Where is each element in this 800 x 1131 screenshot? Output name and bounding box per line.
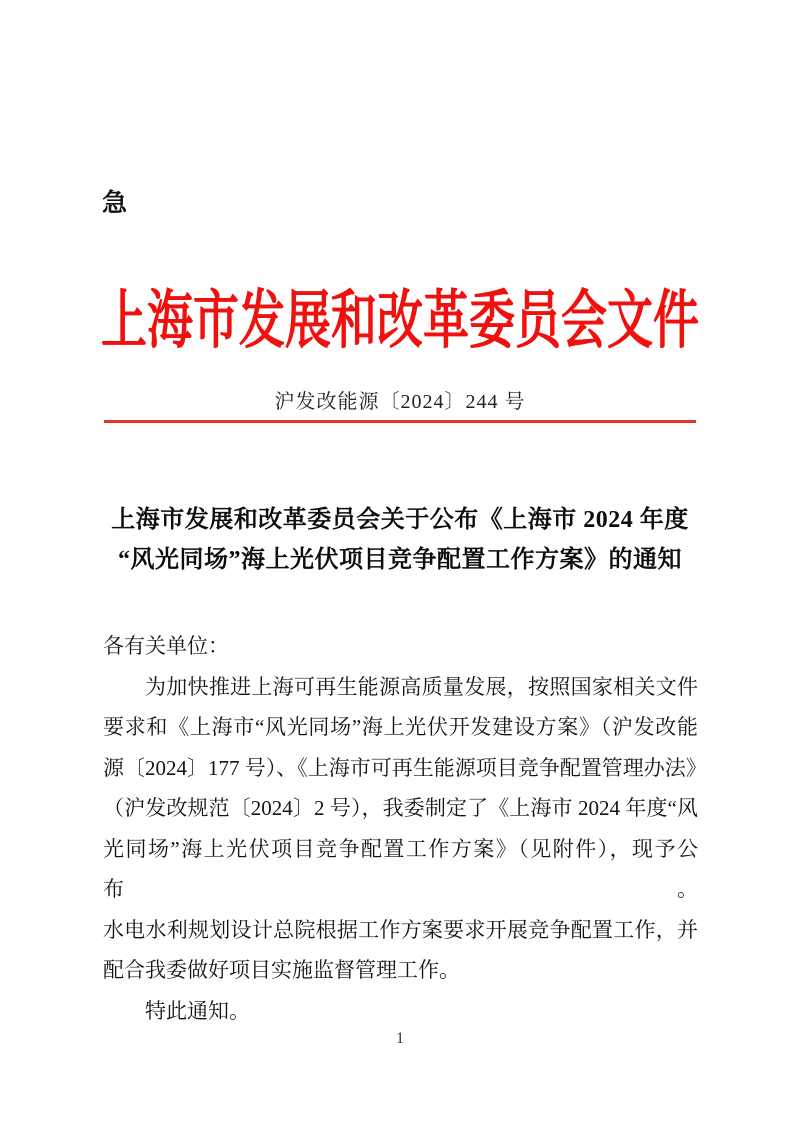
doc-number: 沪发改能源〔2024〕244 号 [274, 391, 526, 413]
body-line: 源〔2024〕177 号）、《上海市可再生能源项目竞争配置管理办法》 [103, 755, 707, 780]
body-line: 各有关单位： [103, 634, 229, 658]
page-number: 1 [396, 1030, 404, 1047]
body-line: 为加快推进上海可再生能源高质量发展，按照国家相关文件 [145, 674, 698, 699]
notice-title-line1: 上海市发展和改革委员会关于公布《上海市 2024 年度 [111, 507, 689, 533]
urgency-label: 急 [102, 189, 128, 217]
notice-title-line2: “风光同场”海上光伏项目竞争配置工作方案》的通知 [118, 547, 682, 573]
masthead-title: 上海市发展和改革委员会文件 [101, 285, 699, 356]
body-line: （沪发改规范〔2024〕2 号），我委制定了《上海市 2024 年度“风 [103, 796, 698, 820]
masthead-divider [104, 420, 696, 423]
body-line: 特此通知。 [145, 998, 250, 1023]
notice-body [103, 626, 707, 1031]
body-line: 要求和《上海市“风光同场”海上光伏开发建设方案》（沪发改能 [103, 715, 698, 739]
body-line: 配合我委做好项目实施监督管理工作。 [103, 958, 460, 982]
body-line: 光同场”海上光伏项目竞争配置工作方案》（见附件），现予公布。 [103, 836, 698, 901]
notice-title [100, 500, 700, 580]
body-line: 水电水利规划设计总院根据工作方案要求开展竞争配置工作，并 [103, 917, 698, 942]
